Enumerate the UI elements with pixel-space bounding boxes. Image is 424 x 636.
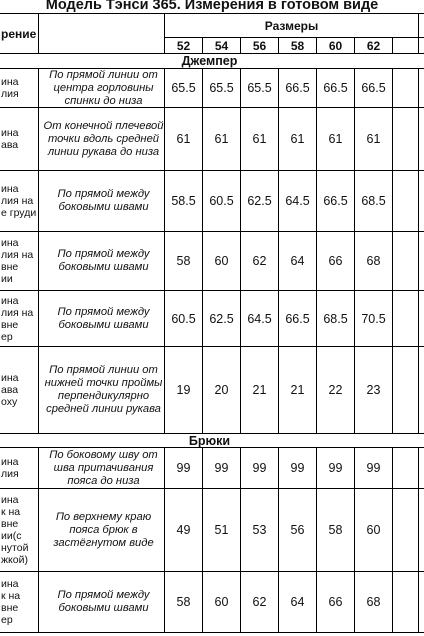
table-rule: [0, 433, 424, 434]
table-rule: [38, 68, 39, 433]
method-description: По прямой линии от центра горловины спинки до низа: [49, 69, 158, 107]
param-label-line: ина: [1, 294, 19, 307]
table-rule: [0, 53, 424, 54]
table-rule: [0, 447, 424, 448]
param-label-line: ина: [1, 76, 19, 88]
empty-cell: [393, 448, 418, 488]
param-label-line: вне: [1, 318, 19, 331]
empty-cell: [393, 232, 418, 290]
param-label-line: ер: [1, 614, 13, 626]
measurement-value: 99: [328, 461, 343, 475]
empty-cell: [393, 171, 418, 231]
table-rule: [418, 37, 419, 53]
table-rule: [202, 447, 203, 632]
table-rule: [278, 447, 279, 632]
table-rule: [0, 632, 424, 633]
measurement-value: 66.5: [323, 194, 348, 208]
param-cell: [1, 108, 38, 170]
table-rule: [164, 13, 165, 53]
page-title: Модель Тэнси 365. Измерения в готовом виде: [45, 0, 379, 13]
table-rule: [240, 68, 241, 433]
table-rule: [392, 447, 393, 632]
measurement-value: 62: [252, 254, 267, 268]
param-label-line: ава: [1, 384, 19, 396]
table-rule: [240, 447, 241, 632]
size-header-cell: 58: [290, 38, 305, 53]
method-description: По прямой линии от нижней точки проймы перпендикулярно средней линии рукава: [44, 364, 163, 415]
size-header-cell: 52: [176, 38, 191, 53]
empty-cell: [393, 347, 418, 433]
measurement-value: 61: [290, 132, 305, 146]
table-rule: [202, 68, 203, 433]
measurement-value: 61: [176, 132, 191, 146]
measurement-value: 68.5: [361, 194, 386, 208]
param-label-line: ава: [1, 139, 19, 151]
table-rule: [0, 346, 424, 347]
table-rule: [0, 107, 424, 108]
measurement-value: 61: [252, 132, 267, 146]
method-description: По верхнему краю пояса брюк в застёгнутом виде: [53, 510, 154, 549]
method-description: По прямой между боковыми швами: [57, 248, 150, 273]
param-label-line: вне: [1, 518, 19, 530]
param-label-line: ер: [1, 330, 13, 343]
measurement-value: 99: [290, 461, 305, 475]
measurement-value: 60: [214, 595, 229, 609]
table-rule: [38, 447, 39, 632]
table-rule: [354, 447, 355, 632]
param-label-line: ина: [1, 372, 19, 384]
measurement-value: 68: [366, 595, 381, 609]
measurement-value: 70.5: [361, 311, 386, 326]
method-description: По прямой между боковыми швами: [57, 305, 150, 331]
measurement-value: 66.5: [285, 81, 310, 95]
measurement-value: 66.5: [323, 81, 348, 95]
param-label-line: лия: [1, 88, 19, 100]
measurement-value: 62: [252, 595, 267, 609]
table-rule: [0, 231, 424, 232]
measurement-value: 61: [366, 132, 381, 146]
measurement-value: 65.5: [247, 81, 272, 95]
measurement-value: 58.5: [171, 194, 196, 208]
table-rule: [418, 13, 419, 37]
measurement-value: 60: [366, 523, 381, 537]
measurement-value: 22: [328, 383, 343, 397]
measurement-value: 64.5: [285, 194, 310, 208]
measurement-value: 68: [366, 254, 381, 268]
empty-cell: [393, 69, 418, 107]
param-label-line: лия на: [1, 195, 34, 207]
param-cell: [1, 448, 38, 488]
table-rule: [278, 68, 279, 433]
param-cell: [1, 347, 38, 433]
measurement-value: 64: [290, 254, 305, 268]
param-label-line: вне: [1, 602, 19, 614]
measurement-value: 66.5: [361, 81, 386, 95]
param-label-line: ина: [1, 456, 19, 468]
empty-cell: [393, 108, 418, 170]
table-rule: [392, 37, 393, 53]
param-cell: [1, 232, 38, 290]
measurement-value: 58: [176, 254, 191, 268]
param-label-line: лия: [1, 468, 19, 480]
param-label-line: ина: [1, 127, 19, 139]
measurement-value: 60.5: [171, 311, 196, 326]
table-rule: [202, 37, 203, 53]
empty-cell: [393, 572, 418, 632]
measurement-value: 99: [252, 461, 267, 475]
measurement-value: 65.5: [209, 81, 234, 95]
table-rule: [38, 13, 39, 53]
table-rule: [418, 68, 419, 433]
param-label-line: жкой): [1, 554, 28, 566]
measurement-value: 66: [328, 254, 343, 268]
table-rule: [0, 68, 424, 69]
param-label-line: ии(с: [1, 530, 22, 542]
param-cell: [1, 572, 38, 632]
size-header-cell: 54: [214, 38, 229, 53]
table-rule: [354, 68, 355, 433]
table-rule: [316, 68, 317, 433]
section-heading: Брюки: [188, 434, 231, 447]
table-rule: [0, 170, 424, 171]
table-rule: [354, 37, 355, 53]
table-rule: [240, 37, 241, 53]
size-header-cell: 56: [252, 38, 267, 53]
measurement-value: 61: [328, 132, 343, 146]
table-rule: [278, 37, 279, 53]
method-description: По прямой между боковыми швами: [57, 589, 150, 614]
param-cell: [1, 489, 38, 571]
empty-cell: [393, 489, 418, 571]
measurement-value: 62.5: [247, 194, 272, 208]
measurement-value: 21: [252, 383, 267, 397]
size-header-cell: 60: [328, 38, 343, 53]
measurement-value: 19: [176, 383, 191, 397]
measurement-value: 99: [214, 461, 229, 475]
measurement-value: 53: [252, 523, 267, 537]
param-label-line: к на: [1, 506, 21, 518]
measurement-value: 58: [328, 523, 343, 537]
measurement-value: 61: [214, 132, 229, 146]
measurement-value: 51: [214, 523, 229, 537]
table-rule: [418, 447, 419, 632]
measurement-value: 66: [328, 595, 343, 609]
param-cell: [1, 171, 38, 231]
method-description: От конечной плечевой точки вдоль средней линии рукава до низа: [43, 119, 164, 158]
header-sizes-label: Размеры: [264, 18, 319, 33]
measurement-value: 64: [290, 595, 305, 609]
param-label-line: вне: [1, 261, 19, 273]
table-rule: [392, 68, 393, 433]
measurement-value: 60.5: [209, 194, 234, 208]
param-label-line: оху: [1, 396, 18, 408]
measurement-value: 49: [176, 523, 191, 537]
param-label-line: ина: [1, 237, 19, 249]
measurement-value: 68.5: [323, 311, 348, 326]
size-header-cell: 62: [366, 38, 381, 53]
param-label-line: ии: [1, 273, 13, 285]
measurement-value: 65.5: [171, 81, 196, 95]
measurement-value: 62.5: [209, 311, 234, 326]
table-rule: [0, 488, 424, 489]
measurement-value: 20: [214, 383, 229, 397]
param-label-line: нутой: [1, 542, 29, 554]
empty-cell: [393, 291, 418, 346]
param-label-line: к на: [1, 590, 21, 602]
param-label-line: е груди: [1, 207, 37, 219]
method-description: По боковому шву от шва притачивания пояса до низа: [49, 448, 158, 487]
measurement-value: 56: [290, 523, 305, 537]
table-rule: [164, 68, 165, 433]
table-rule: [0, 571, 424, 572]
measurement-value: 23: [366, 383, 381, 397]
header-param-label: рение: [1, 26, 37, 41]
method-description: По прямой между боковыми швами: [57, 188, 150, 213]
param-cell: [1, 69, 38, 107]
table-rule: [0, 290, 424, 291]
measurement-value: 21: [290, 383, 305, 397]
table-rule: [164, 447, 165, 632]
measurement-value: 60: [214, 254, 229, 268]
param-label-line: ина: [1, 494, 19, 506]
table-rule: [316, 447, 317, 632]
param-label-line: лия на: [1, 249, 34, 261]
measurement-value: 66.5: [285, 311, 310, 326]
measurement-value: 58: [176, 595, 191, 609]
measurement-value: 99: [176, 461, 191, 475]
table-rule: [316, 37, 317, 53]
param-label-line: ина: [1, 183, 19, 195]
section-heading: Джемпер: [181, 54, 238, 68]
param-label-line: лия на: [1, 306, 34, 319]
param-label-line: ина: [1, 578, 19, 590]
table-rule: [164, 37, 424, 38]
measurement-value: 64.5: [247, 311, 272, 326]
param-cell: [1, 291, 38, 346]
measurement-value: 99: [366, 461, 381, 475]
